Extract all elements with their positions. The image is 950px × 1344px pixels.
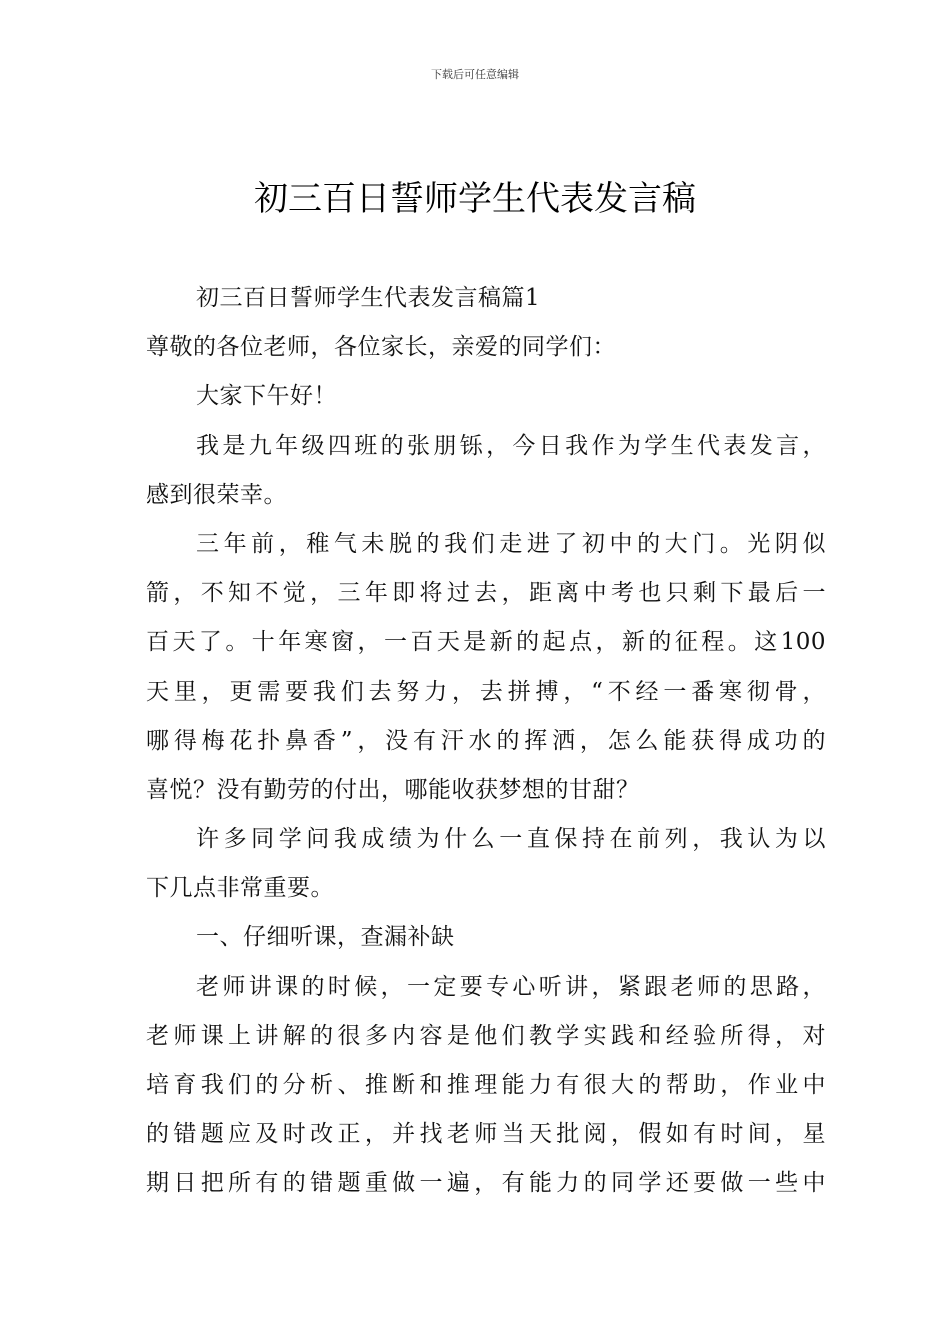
paragraph-line: 喜悦？没有勤劳的付出，哪能收获梦想的甘甜？ [146, 776, 640, 803]
paragraph-line: 百天了。十年寒窗，一百天是新的起点，新的征程。这100 [146, 629, 826, 656]
paragraph-line: 下几点非常重要。 [146, 875, 334, 902]
salutation: 尊敬的各位老师，各位家长，亲爱的同学们： [146, 334, 616, 361]
paragraph-line: 三年前，稚气未脱的我们走进了初中的大门。光阴似 [196, 530, 826, 557]
paragraph-line: 老师讲课的时候，一定要专心听讲，紧跟老师的思路， [196, 973, 826, 1000]
document-title: 初三百日誓师学生代表发言稿 [254, 179, 696, 219]
paragraph-line: 感到很荣幸。 [146, 481, 287, 508]
paragraph-line: 的错题应及时改正，并找老师当天批阅，假如有时间，星 [146, 1121, 826, 1148]
greeting: 大家下午好！ [196, 383, 337, 410]
paragraph-line: 箭，不知不觉，三年即将过去，距离中考也只剩下最后一 [146, 580, 826, 607]
paragraph-line: 培育我们的分析、推断和推理能力有很大的帮助，作业中 [146, 1072, 826, 1098]
paragraph-line: 老师课上讲解的很多内容是他们教学实践和经验所得，对 [146, 1022, 826, 1049]
paragraph-line: 我是九年级四班的张朋铄，今日我作为学生代表发言， [196, 432, 826, 459]
subsection-heading: 一、仔细听课，查漏补缺 [196, 924, 455, 951]
paragraph-line: 哪得梅花扑鼻香”，没有汗水的挥洒，怎么能获得成功的 [146, 727, 826, 754]
paragraph-line: 期日把所有的错题重做一遍，有能力的同学还要做一些中 [146, 1170, 826, 1197]
section-heading: 初三百日誓师学生代表发言稿篇1 [196, 285, 541, 311]
document-body [146, 274, 826, 1209]
paragraph-line: 许多同学问我成绩为什么一直保持在前列，我认为以 [196, 826, 826, 853]
paragraph-line: 天里，更需要我们去努力，去拼搏，“不经一番寒彻骨， [146, 678, 826, 705]
page-header-note: 下载后可任意编辑 [431, 68, 519, 81]
